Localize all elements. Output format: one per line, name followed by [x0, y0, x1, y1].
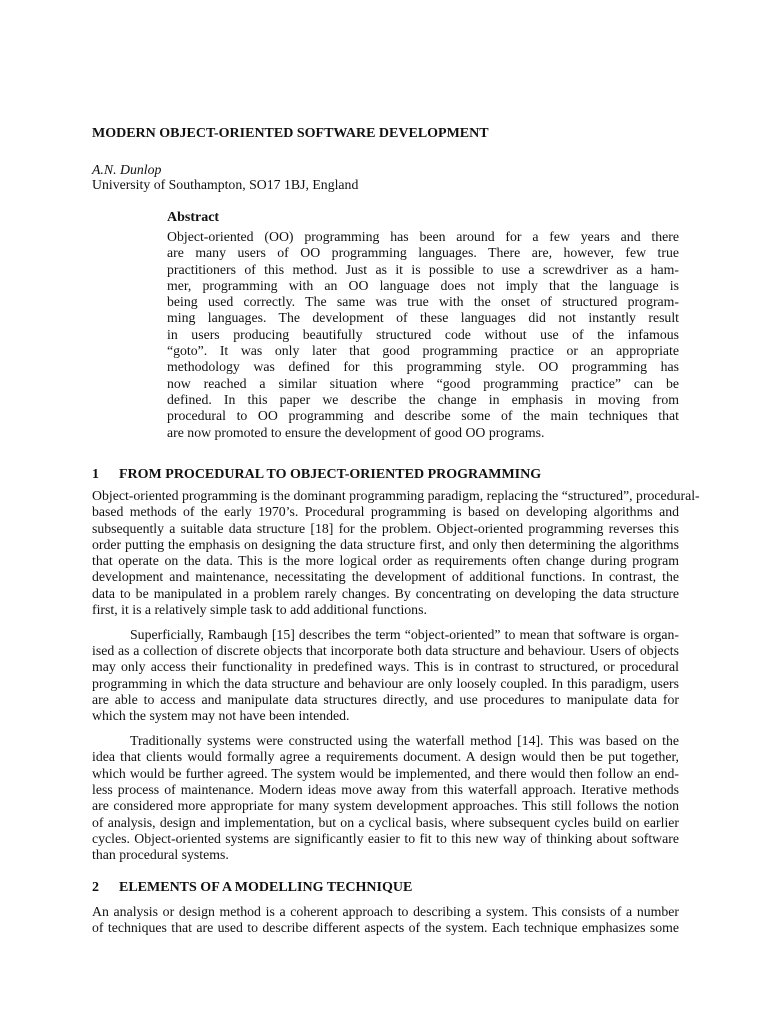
text-line: defined. In this paper we describe the change in emphasis in moving from	[167, 391, 679, 407]
paragraph	[92, 627, 679, 725]
text-line: Object-oriented (OO) programming has been around for a few years and there	[167, 229, 679, 244]
text-line: of analysis, design and implementation, but on a cyclical basis, where subsequent cycles build on earlier	[92, 814, 679, 830]
text-line: are considered more appropriate for many system development approaches. This still follows the notion	[92, 798, 679, 814]
text-line: may only access their functionality in predefined ways. This is in contrast to structured, or procedural	[92, 659, 679, 675]
text-line: development and maintenance, necessitating the development of additional functions. In contrast, the	[92, 569, 679, 585]
author-affiliation: University of Southampton, SO17 1BJ, England	[92, 177, 359, 192]
text-line: are many users of OO programming languages. There are, however, few true	[167, 245, 679, 261]
paragraph	[92, 488, 700, 618]
text-line: ming languages. The development of these languages did not instantly result	[167, 310, 679, 326]
text-line: data to be manipulated in a problem rarely changes. By concentrating on developing the data structure	[92, 585, 679, 601]
text-line: which would be further agreed. The system would be implemented, and there would then follow an end-	[92, 765, 679, 781]
text-line: An analysis or design method is a coherent approach to describing a system. This consists of a number	[92, 904, 679, 919]
text-line: first, it is a relatively simple task to add additional functions.	[92, 602, 427, 618]
paragraph	[92, 733, 679, 863]
text-line: based methods of the early 1970’s. Procedural programming is based on developing algorithms and	[92, 504, 679, 520]
text-line: ised as a collection of discrete objects that incorporate both data structure and behaviour. Users of objects	[92, 643, 679, 659]
text-line: are able to access and manipulate data structures directly, and use procedures to manipulate data for	[92, 692, 679, 708]
text-line: now reached a similar situation where “good programming practice” can be	[167, 375, 679, 391]
text-line: order putting the emphasis on designing the data structure first, and only then determining the algorithms	[92, 536, 679, 552]
text-line: idea that clients would formally agree a requirements document. A design would then be put together,	[92, 749, 679, 765]
abstract-heading: Abstract	[167, 210, 220, 225]
section-1-body	[92, 488, 700, 872]
text-line: in users producing beautifully structured code without use of the infamous	[167, 326, 679, 342]
section-number: 2	[92, 880, 99, 895]
text-line: of techniques that are used to describe different aspects of the system. Each technique emphasizes some	[92, 920, 679, 936]
paragraph	[92, 904, 679, 937]
author-name: A.N. Dunlop	[92, 162, 162, 177]
text-line: programming in which the data structure and behaviour are only loosely coupled. In this paradigm, users	[92, 675, 679, 691]
text-line: less process of maintenance. Modern ideas move away from this waterfall approach. Iterative methods	[92, 782, 679, 798]
text-line: than procedural systems.	[92, 847, 229, 863]
text-line: procedural to OO programming and describe some of the main techniques that	[167, 408, 679, 424]
text-line: mer, programming with an OO language does not imply that the language is	[167, 277, 679, 293]
text-line: which the system may not have been intended.	[92, 708, 350, 724]
section-2-body	[92, 904, 679, 945]
text-line: methodology was defined for this programming style. OO programming has	[167, 359, 679, 375]
text-line: cycles. Object-oriented systems are significantly easier to fit to this new way of thinking about software	[92, 830, 679, 846]
text-line: are now promoted to ensure the development of good OO programs.	[167, 424, 545, 440]
text-line: Object-oriented programming is the dominant programming paradigm, replacing the “structured”, procedural-	[92, 488, 700, 503]
text-line: “goto”. It was only later that good programming practice or an appropriate	[167, 343, 679, 359]
text-line: that operate on the data. This is the more logical order as requirements often change during program	[92, 553, 679, 569]
text-line: Traditionally systems were constructed using the waterfall method [14]. This was based on the	[130, 733, 679, 749]
text-line: practitioners of this method. Just as it is possible to use a screwdriver as a ham-	[167, 261, 679, 277]
abstract-body	[167, 229, 679, 441]
section-2-heading	[92, 880, 412, 896]
text-line: being used correctly. The same was true with the onset of structured program-	[167, 294, 679, 310]
section-title: ELEMENTS OF A MODELLING TECHNIQUE	[119, 880, 413, 895]
section-number: 1	[92, 467, 99, 482]
section-title: FROM PROCEDURAL TO OBJECT-ORIENTED PROGRAMMING	[119, 467, 542, 482]
text-line: Superficially, Rambaugh [15] describes the term “object-oriented” to mean that software is organ-	[130, 626, 679, 642]
section-1-heading	[92, 467, 541, 483]
text-line: subsequently a suitable data structure [18] for the problem. Object-oriented programming reverses this	[92, 520, 679, 536]
paper-title: MODERN OBJECT-ORIENTED SOFTWARE DEVELOPMENT	[92, 126, 489, 141]
